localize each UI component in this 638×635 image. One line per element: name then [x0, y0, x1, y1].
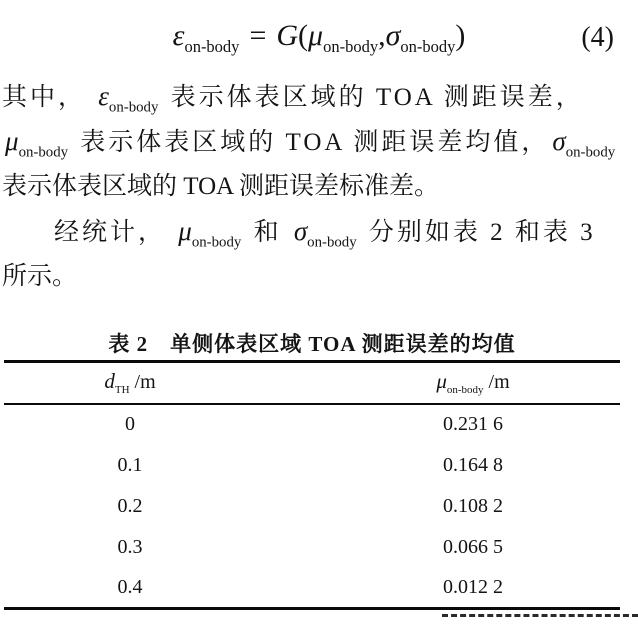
- cell-mu: 0.012 2: [443, 575, 503, 598]
- equals-sign: =: [249, 19, 267, 52]
- table-2: [4, 330, 620, 610]
- mu-on-body-inline: $\mu_{on-body}$: [5, 126, 69, 161]
- cell-dth: 0: [125, 413, 135, 435]
- sigma-on-body-inline: $\sigma_{on-body}$: [293, 216, 357, 251]
- table-row: [4, 568, 620, 609]
- table-2-grid: [4, 360, 620, 610]
- open-paren: (: [298, 19, 309, 52]
- paragraph-1-line-2: [2, 119, 636, 164]
- gaussian-function-symbol: G: [276, 19, 299, 52]
- sigma-symbol: σ: [385, 19, 401, 52]
- table-row: [4, 404, 620, 445]
- text-segment: 分别如表 2 和表 3: [359, 219, 596, 246]
- text-segment: 表示体表区域的 TOA 测距误差均值，: [71, 129, 550, 156]
- table-row: [4, 445, 620, 486]
- text-segment: 和: [244, 219, 291, 246]
- cell-dth: 0.4: [117, 575, 143, 598]
- epsilon-on-body-inline: $\varepsilon_{on-body}$: [98, 81, 159, 116]
- epsilon-subscript: on-body: [184, 37, 240, 56]
- cell-mu: 0.108 2: [443, 494, 503, 517]
- table-2-caption: [4, 330, 620, 360]
- scan-artifact-line: [442, 614, 638, 617]
- cell-mu: 0.066 5: [443, 535, 503, 558]
- paragraph-1: [2, 74, 636, 209]
- sigma-subscript: on-body: [400, 37, 456, 56]
- equation-4-formula: [173, 19, 466, 57]
- table-2-caption-label: 表 2: [108, 332, 149, 356]
- paragraph-1-line-3: [2, 164, 636, 209]
- table-2-caption-title: 单侧体表区域 TOA 测距误差的均值: [170, 332, 516, 356]
- equation-4: [0, 10, 638, 66]
- cell-dth: 0.3: [117, 535, 143, 558]
- paragraph-2-line-2: [2, 254, 636, 299]
- text-segment: 经统计，: [54, 219, 176, 246]
- cell-dth: 0.2: [117, 494, 143, 517]
- paragraph-2-line-1: [2, 209, 636, 254]
- header-cell-dth: $d_{TH}$ /m: [104, 369, 156, 397]
- comma: ,: [378, 19, 386, 52]
- cell-mu: 0.164 8: [443, 453, 503, 476]
- sigma-on-body-inline: $\sigma_{on-body}$: [552, 126, 616, 161]
- text-segment: 所示。: [2, 263, 78, 290]
- mu-on-body-inline: $\mu_{on-body}$: [178, 216, 242, 251]
- mu-subscript: on-body: [323, 37, 379, 56]
- table-row: [4, 527, 620, 568]
- text-segment: 其中，: [2, 84, 96, 111]
- close-paren: ): [455, 19, 466, 52]
- header-cell-mu: $\mu_{on-body}$ /m: [436, 369, 510, 397]
- table-header-row: [4, 362, 620, 404]
- text-segment: 表示体表区域的 TOA 测距误差，: [161, 84, 584, 111]
- paragraph-1-line-1: [2, 74, 636, 119]
- mu-symbol: μ: [308, 19, 324, 52]
- cell-dth: 0.1: [117, 453, 143, 476]
- paragraph-2: [2, 209, 636, 299]
- equation-number: (4): [581, 22, 614, 53]
- table-row: [4, 486, 620, 527]
- text-segment: 表示体表区域的 TOA 测距误差标准差。: [2, 173, 440, 200]
- epsilon-symbol: ε: [172, 19, 185, 52]
- cell-mu: 0.231 6: [443, 413, 503, 435]
